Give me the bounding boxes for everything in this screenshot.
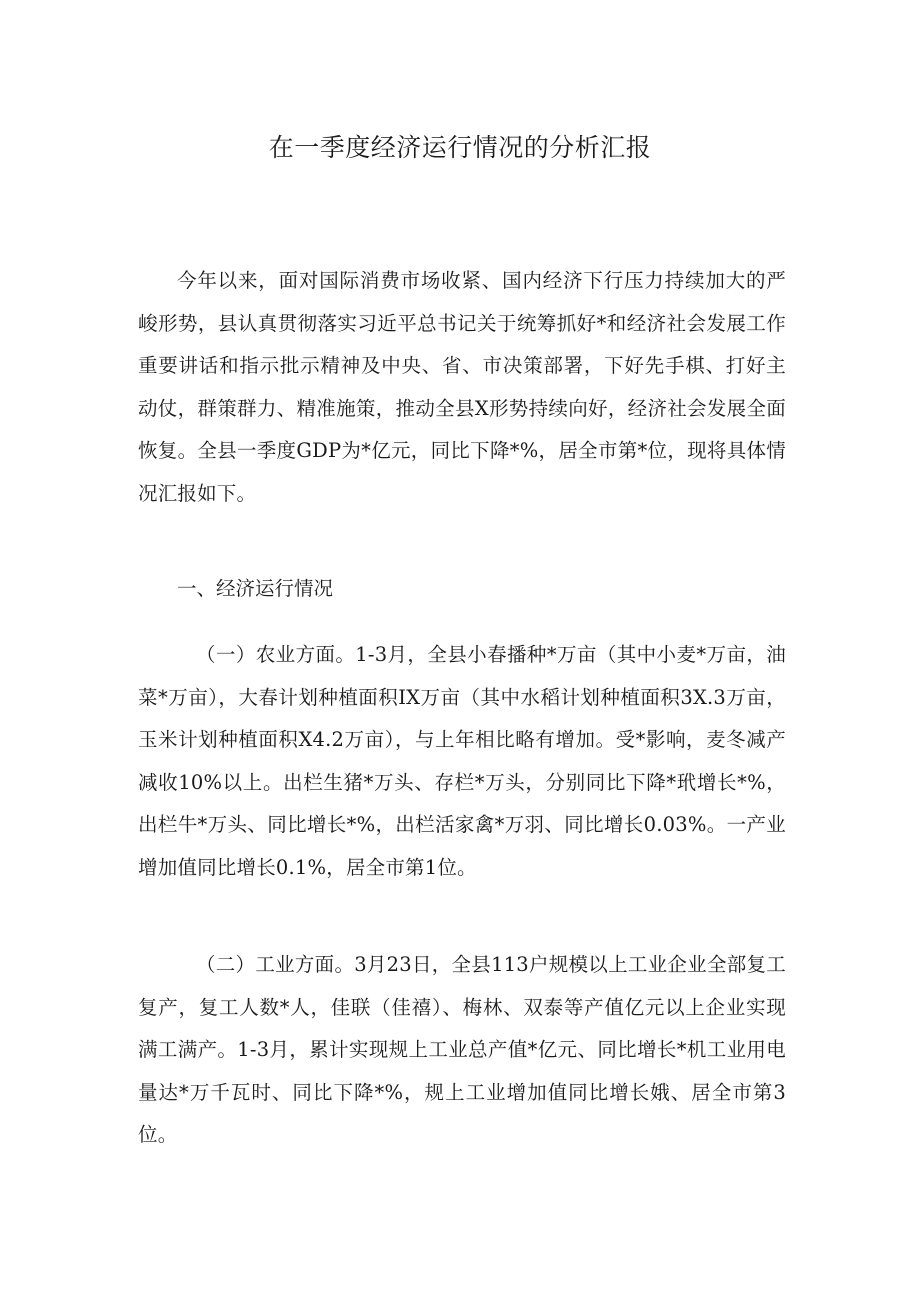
document-title: 在一季度经济运行情况的分析汇报: [268, 133, 652, 162]
industry-paragraph: （二）工业方面。3月23日，全县113户规模以上工业企业全部复工复产，复工人数*人，佳联（佳禧）、梅林、双泰等产值亿元以上企业实现满工满产。1-3月，累计实现规上工业总产值*亿元、同比增长*机工业用电量达*万千瓦时、同比下降*%，规上工业增加值同比增长娥、居全市第3位。: [138, 953, 786, 1146]
agriculture-paragraph: （一）农业方面。1-3月，全县小春播种*万亩（其中小麦*万亩，油菜*万亩），大春计划种植面积IX万亩（其中水稻计划种植面积3X.3万亩，玉米计划种植面积X4.2万亩），与上年相比略有增加。受*影响，麦冬减产减收10%以上。出栏生猪*万头、存栏*万头，分别同比下降*玳增长*%，出栏牛*万头、同比增长*%，出栏活家禽*万羽、同比增长0.03%。一产业增加值同比增长0.1%，居全市第1位。: [138, 643, 786, 879]
intro-paragraph: 今年以来，面对国际消费市场收紧、国内经济下行压力持续加大的严峻形势，县认真贯彻落实习近平总书记关于统筹抓好*和经济社会发展工作重要讲话和指示批示精神及中央、省、市决策部署，下好先手棋、打好主动仗，群策群力、精准施策，推动全县X形势持续向好，经济社会发展全面恢复。全县一季度GDP为*亿元，同比下降*%，居全市第*位，现将具体情况汇报如下。: [138, 269, 786, 505]
section-heading-economic-operation: 一、经济运行情况: [177, 577, 334, 600]
